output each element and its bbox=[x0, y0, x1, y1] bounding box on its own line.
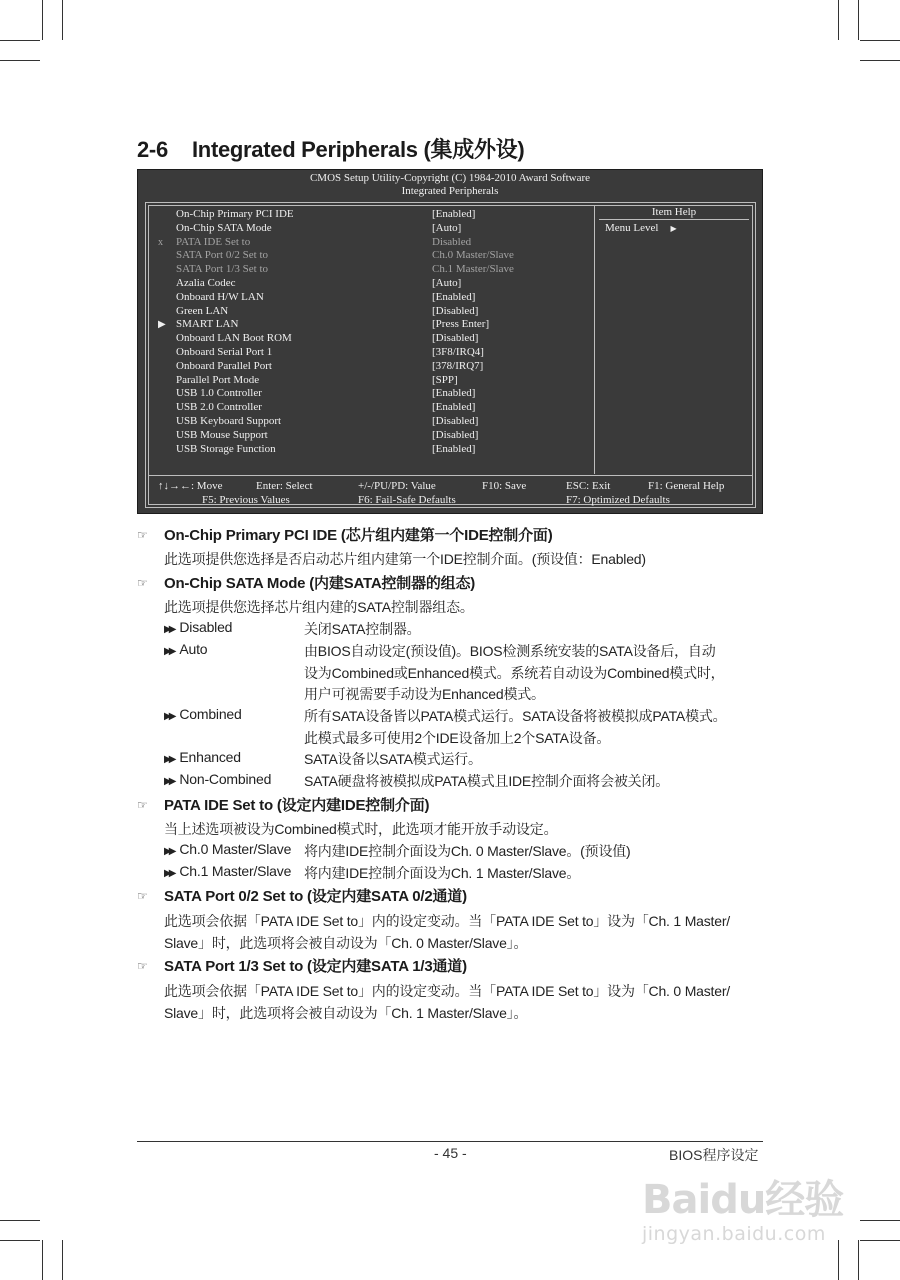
setting-label: USB 1.0 Controller bbox=[176, 387, 262, 400]
setting-value[interactable]: [Enabled] bbox=[432, 387, 476, 400]
paragraph: 当上述选项被设为Combined模式时，此选项才能开放手动设定。 bbox=[164, 821, 558, 837]
crop-mark bbox=[0, 40, 40, 41]
item-help-panel bbox=[594, 206, 753, 474]
paragraph: 此选项提供您选择是否启动芯片组内建第一个IDE控制介面。(预设值：Enabled) bbox=[164, 551, 646, 567]
setting-label: USB 2.0 Controller bbox=[176, 401, 262, 414]
sub-option-desc: 用户可视需要手动设为Enhanced模式。 bbox=[304, 686, 545, 702]
setting-value[interactable]: [Enabled] bbox=[432, 290, 476, 303]
sub-option-desc: SATA设备以SATA模式运行。 bbox=[304, 751, 482, 767]
setting-label: Onboard H/W LAN bbox=[176, 290, 264, 303]
setting-value[interactable]: [Press Enter] bbox=[432, 318, 490, 331]
setting-value[interactable]: [378/IRQ7] bbox=[432, 359, 484, 372]
crop-mark bbox=[860, 1240, 900, 1241]
key-save: F10: Save bbox=[482, 480, 527, 492]
bios-setting-row[interactable] bbox=[146, 443, 594, 457]
crop-mark bbox=[42, 0, 43, 40]
setting-label: Azalia Codec bbox=[176, 276, 236, 289]
paragraph: 此选项提供您选择芯片组内建的SATA控制器组态。 bbox=[164, 599, 474, 615]
bios-setting-row[interactable] bbox=[146, 277, 594, 291]
row-marker: x bbox=[158, 236, 163, 248]
setting-value[interactable]: [Disabled] bbox=[432, 304, 479, 317]
key-move: ↑↓→←: Move bbox=[158, 480, 223, 492]
section-number: 2-6 bbox=[137, 137, 168, 162]
setting-value[interactable]: [Disabled] bbox=[432, 332, 479, 345]
bios-setting-row[interactable] bbox=[146, 291, 594, 305]
pointing-hand-icon: ☞ bbox=[137, 889, 148, 903]
menu-level-label: Menu Level bbox=[605, 222, 659, 234]
double-arrow-icon: ▶▶ bbox=[164, 711, 174, 722]
bios-setting-row[interactable] bbox=[146, 374, 594, 388]
setting-value[interactable]: [Enabled] bbox=[432, 442, 476, 455]
pointing-hand-icon: ☞ bbox=[137, 959, 148, 973]
bios-setting-row[interactable] bbox=[146, 387, 594, 401]
bios-divider bbox=[149, 475, 752, 476]
bios-setting-row[interactable] bbox=[146, 332, 594, 346]
crop-mark bbox=[860, 40, 900, 41]
setting-value[interactable]: [Disabled] bbox=[432, 428, 479, 441]
bios-setting-row[interactable] bbox=[146, 346, 594, 360]
setting-value: Ch.0 Master/Slave bbox=[432, 249, 514, 262]
setting-value[interactable]: [3F8/IRQ4] bbox=[432, 345, 484, 358]
bios-setting-row[interactable] bbox=[146, 208, 594, 222]
paragraph: Slave」时，此选项将会被自动设为「Ch. 0 Master/Slave」。 bbox=[164, 935, 528, 951]
sub-option-desc: 关闭SATA控制器。 bbox=[304, 621, 421, 637]
menu-level bbox=[595, 221, 753, 236]
paragraph: 此选项会依据「PATA IDE Set to」内的设定变动。当「PATA IDE Set to」设为「Ch. 0 Master/ bbox=[164, 983, 730, 999]
bios-setting-row bbox=[146, 263, 594, 277]
double-arrow-icon: ▶▶ bbox=[164, 846, 174, 857]
crop-mark bbox=[0, 1240, 40, 1241]
watermark-logo: Baidu经验 bbox=[642, 1177, 844, 1223]
sub-option-label: ▶▶ Non-Combined bbox=[164, 771, 272, 787]
bios-copyright: CMOS Setup Utility-Copyright (C) 1984-2010 Award Software bbox=[309, 172, 591, 184]
paragraph: Slave」时，此选项将会被自动设为「Ch. 1 Master/Slave」。 bbox=[164, 1005, 528, 1021]
setting-value: Ch.1 Master/Slave bbox=[432, 263, 514, 276]
double-arrow-icon: ▶▶ bbox=[164, 754, 174, 765]
crop-mark bbox=[0, 60, 40, 61]
setting-value[interactable]: [Disabled] bbox=[432, 414, 479, 427]
menu-level-arrow-icon: ▶ bbox=[670, 224, 677, 233]
bios-setting-row[interactable] bbox=[146, 429, 594, 443]
submenu-arrow-icon: ▶ bbox=[158, 319, 166, 331]
bios-frame bbox=[145, 202, 756, 508]
section-title: Integrated Peripherals (集成外设) bbox=[192, 137, 525, 162]
setting-label: SMART LAN bbox=[176, 318, 239, 331]
footer-rule bbox=[137, 1141, 763, 1142]
sub-option-desc: 此模式最多可使用2个IDE设备加上2个SATA设备。 bbox=[304, 730, 611, 746]
sub-option-desc: 将内建IDE控制介面设为Ch. 1 Master/Slave。 bbox=[304, 865, 581, 881]
bios-setting-row[interactable] bbox=[146, 318, 594, 332]
bios-setting-row[interactable] bbox=[146, 415, 594, 429]
setting-label: Onboard Serial Port 1 bbox=[176, 345, 273, 358]
bios-setting-row[interactable] bbox=[146, 305, 594, 319]
setting-label: Parallel Port Mode bbox=[176, 373, 260, 386]
item-help-title: Item Help bbox=[599, 206, 749, 220]
setting-value[interactable]: [SPP] bbox=[432, 373, 458, 386]
setting-label: SATA Port 1/3 Set to bbox=[176, 263, 269, 276]
option-heading: SATA Port 1/3 Set to (设定内建SATA 1/3通道) bbox=[164, 958, 467, 975]
setting-value[interactable]: [Enabled] bbox=[432, 401, 476, 414]
bios-setting-row[interactable] bbox=[146, 401, 594, 415]
crop-mark bbox=[838, 0, 839, 40]
setting-label: Onboard Parallel Port bbox=[176, 359, 272, 372]
crop-mark bbox=[860, 60, 900, 61]
crop-mark bbox=[0, 1220, 40, 1221]
key-exit: ESC: Exit bbox=[566, 480, 611, 492]
setting-value[interactable]: [Auto] bbox=[432, 221, 462, 234]
bios-setting-row bbox=[146, 236, 594, 250]
setting-label: USB Mouse Support bbox=[176, 428, 268, 441]
paragraph: 此选项会依据「PATA IDE Set to」内的设定变动。当「PATA IDE Set to」设为「Ch. 1 Master/ bbox=[164, 913, 730, 929]
setting-label: SATA Port 0/2 Set to bbox=[176, 249, 269, 262]
footer-chapter: BIOS程序设定 bbox=[669, 1147, 759, 1163]
setting-label: Onboard LAN Boot ROM bbox=[176, 332, 292, 345]
key-general-help: F1: General Help bbox=[648, 480, 725, 492]
option-heading: On-Chip Primary PCI IDE (芯片组内建第一个IDE控制介面) bbox=[164, 527, 553, 544]
bios-settings-list bbox=[146, 208, 594, 456]
page-number: - 45 - bbox=[434, 1145, 467, 1161]
setting-label: On-Chip Primary PCI IDE bbox=[176, 208, 294, 220]
option-heading: PATA IDE Set to (设定内建IDE控制介面) bbox=[164, 797, 430, 814]
option-heading: SATA Port 0/2 Set to (设定内建SATA 0/2通道) bbox=[164, 888, 467, 905]
key-select: Enter: Select bbox=[256, 480, 313, 492]
sub-option-label: ▶▶ Ch.1 Master/Slave bbox=[164, 863, 292, 879]
option-heading: On-Chip SATA Mode (内建SATA控制器的组态) bbox=[164, 575, 476, 592]
section-heading bbox=[137, 133, 524, 164]
setting-label: USB Keyboard Support bbox=[176, 414, 282, 427]
sub-option-label: ▶▶ Enhanced bbox=[164, 749, 241, 765]
crop-mark bbox=[860, 1220, 900, 1221]
pointing-hand-icon: ☞ bbox=[137, 528, 148, 542]
bios-setting-row[interactable] bbox=[146, 360, 594, 374]
key-value: +/-/PU/PD: Value bbox=[358, 480, 436, 492]
double-arrow-icon: ▶▶ bbox=[164, 868, 174, 879]
sub-option-desc: 所有SATA设备皆以PATA模式运行。SATA设备将被模拟成PATA模式。 bbox=[304, 708, 727, 724]
sub-option-desc: 将内建IDE控制介面设为Ch. 0 Master/Slave。(预设值) bbox=[304, 843, 631, 859]
sub-option-desc: SATA硬盘将被模拟成PATA模式且IDE控制介面将会被关闭。 bbox=[304, 773, 670, 789]
bios-page-title: Integrated Peripherals bbox=[401, 185, 499, 197]
crop-mark bbox=[858, 1240, 859, 1280]
setting-value[interactable]: [Enabled] bbox=[432, 208, 476, 220]
bios-setting-row[interactable] bbox=[146, 222, 594, 236]
crop-mark bbox=[62, 0, 63, 40]
setting-value[interactable]: [Auto] bbox=[432, 276, 462, 289]
bios-setting-row bbox=[146, 249, 594, 263]
double-arrow-icon: ▶▶ bbox=[164, 624, 174, 635]
double-arrow-icon: ▶▶ bbox=[164, 646, 174, 657]
pointing-hand-icon: ☞ bbox=[137, 798, 148, 812]
double-arrow-icon: ▶▶ bbox=[164, 776, 174, 787]
key-fail-safe: F6: Fail-Safe Defaults bbox=[358, 494, 456, 506]
crop-mark bbox=[858, 0, 859, 40]
setting-label: On-Chip SATA Mode bbox=[176, 221, 272, 234]
watermark-url: jingyan.baidu.com bbox=[642, 1223, 826, 1245]
sub-option-label: ▶▶ Disabled bbox=[164, 619, 233, 635]
setting-label: PATA IDE Set to bbox=[176, 235, 251, 248]
bios-header bbox=[138, 170, 762, 198]
setting-value: Disabled bbox=[432, 235, 472, 248]
key-previous-values: F5: Previous Values bbox=[202, 494, 290, 506]
crop-mark bbox=[42, 1240, 43, 1280]
sub-option-desc: 设为Combined或Enhanced模式。系统若自动设为Combined模式时， bbox=[304, 665, 725, 681]
sub-option-desc: 由BIOS自动设定(预设值)。BIOS检测系统安装的SATA设备后，自动 bbox=[304, 643, 716, 659]
crop-mark bbox=[62, 1240, 63, 1280]
key-optimized: F7: Optimized Defaults bbox=[566, 494, 670, 506]
sub-option-label: ▶▶ Auto bbox=[164, 641, 208, 657]
setting-label: USB Storage Function bbox=[176, 442, 276, 455]
sub-option-label: ▶▶ Combined bbox=[164, 706, 242, 722]
sub-option-label: ▶▶ Ch.0 Master/Slave bbox=[164, 841, 292, 857]
baidu-watermark bbox=[642, 1168, 847, 1248]
setting-label: Green LAN bbox=[176, 304, 229, 317]
bios-screen bbox=[137, 169, 763, 514]
pointing-hand-icon: ☞ bbox=[137, 576, 148, 590]
